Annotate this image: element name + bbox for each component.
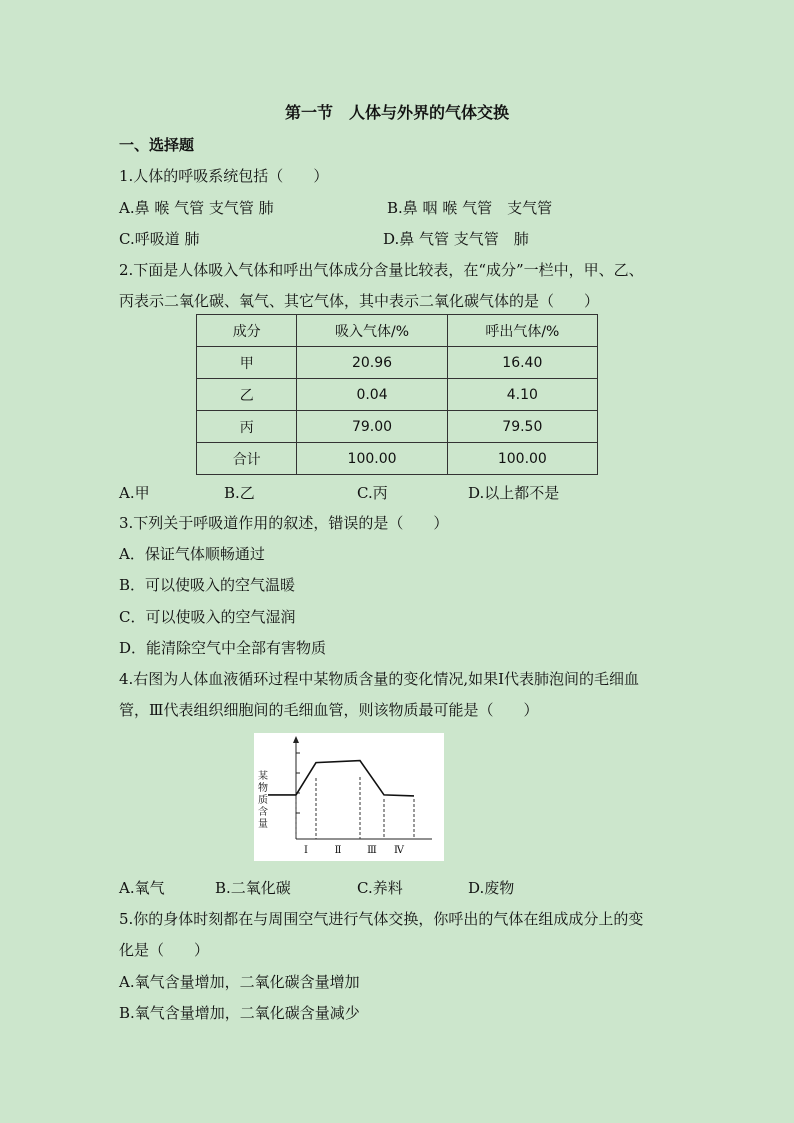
gas-composition-table xyxy=(196,314,598,475)
table-cell: 100.00 xyxy=(447,443,597,475)
y-label-char: 质 xyxy=(258,795,268,806)
table-row xyxy=(197,347,598,379)
y-label-char: 物 xyxy=(258,783,268,794)
q2-stem-line2: 丙表示二氧化碳、氧气、其它气体，其中表示二氧化碳气体的是（ ） xyxy=(119,292,600,310)
q5-stem-line1: 5.你的身体时刻都在与周围空气进行气体交换，你呼出的气体在组成成分上的变 xyxy=(119,910,644,928)
table-cell: 100.00 xyxy=(297,443,447,475)
table-cell: 16.40 xyxy=(447,347,597,379)
q2-option-c: C.丙 xyxy=(357,484,388,502)
q2-option-a: A.甲 xyxy=(119,484,150,502)
y-axis-arrow xyxy=(293,736,299,743)
q4-option-d: D.废物 xyxy=(468,879,515,897)
table-row xyxy=(197,443,598,475)
q4-stem-line1: 4.右图为人体血液循环过程中某物质含量的变化情况,如果Ⅰ代表肺泡间的毛细血 xyxy=(119,670,640,688)
table-header-row xyxy=(197,315,598,347)
q2-stem-line1: 2.下面是人体吸入气体和呼出气体成分含量比较表，在“成分”一栏中，甲、乙、 xyxy=(119,261,644,279)
table-cell: 合计 xyxy=(197,443,297,475)
table-header-cell: 吸入气体/% xyxy=(297,315,447,347)
table-row xyxy=(197,379,598,411)
y-label-char: 含 xyxy=(258,807,268,818)
y-label-char: 量 xyxy=(258,819,268,830)
section-heading: 一、选择题 xyxy=(119,136,195,154)
table-cell: 20.96 xyxy=(297,347,447,379)
table-row xyxy=(197,411,598,443)
x-label-stage: Ⅱ xyxy=(334,845,342,856)
table-header-cell: 成分 xyxy=(197,315,297,347)
q3-option-a: A．保证气体顺畅通过 xyxy=(119,545,265,563)
q1-option-b: B.鼻 咽 喉 气管 支气管 xyxy=(387,199,553,217)
q1-option-d: D.鼻 气管 支气管 肺 xyxy=(383,230,529,248)
q5-stem-line2: 化是（ ） xyxy=(119,941,210,959)
q3-stem: 3.下列关于呼吸道作用的叙述，错误的是（ ） xyxy=(119,514,449,532)
table-cell: 乙 xyxy=(197,379,297,411)
q4-stem-line2: 管，Ⅲ代表组织细胞间的毛细血管，则该物质最可能是（ ） xyxy=(119,701,539,719)
q2-option-b: B.乙 xyxy=(224,484,255,502)
substance-level-chart xyxy=(254,733,444,861)
x-label-stage: Ⅰ xyxy=(304,845,308,856)
y-label-char: 某 xyxy=(258,771,268,782)
q2-option-d: D.以上都不是 xyxy=(468,484,560,502)
table-cell: 甲 xyxy=(197,347,297,379)
chart-svg xyxy=(254,733,444,861)
substance-level-line xyxy=(268,761,414,796)
q5-option-a: A.氧气含量增加，二氧化碳含量增加 xyxy=(119,973,360,991)
x-label-stage: Ⅳ xyxy=(394,845,404,856)
q4-option-b: B.二氧化碳 xyxy=(215,879,291,897)
x-label-stage: Ⅲ xyxy=(367,845,377,856)
table-header-cell: 呼出气体/% xyxy=(447,315,597,347)
q1-option-a: A.鼻 喉 气管 支气管 肺 xyxy=(119,199,274,217)
q4-option-a: A.氧气 xyxy=(119,879,165,897)
table-cell: 79.00 xyxy=(297,411,447,443)
q1-stem: 1.人体的呼吸系统包括（ ） xyxy=(119,167,329,185)
q5-option-b: B.氧气含量增加，二氧化碳含量减少 xyxy=(119,1004,360,1022)
q1-option-c: C.呼吸道 肺 xyxy=(119,230,200,248)
q3-option-b: B．可以使吸入的空气温暖 xyxy=(119,576,296,594)
table-cell: 丙 xyxy=(197,411,297,443)
q3-option-c: C．可以使吸入的空气湿润 xyxy=(119,608,296,626)
table-cell: 0.04 xyxy=(297,379,447,411)
q3-option-d: D．能清除空气中全部有害物质 xyxy=(119,639,327,657)
q4-option-c: C.养料 xyxy=(357,879,403,897)
table-cell: 4.10 xyxy=(447,379,597,411)
page-title: 第一节 人体与外界的气体交换 xyxy=(284,103,509,122)
table-cell: 79.50 xyxy=(447,411,597,443)
